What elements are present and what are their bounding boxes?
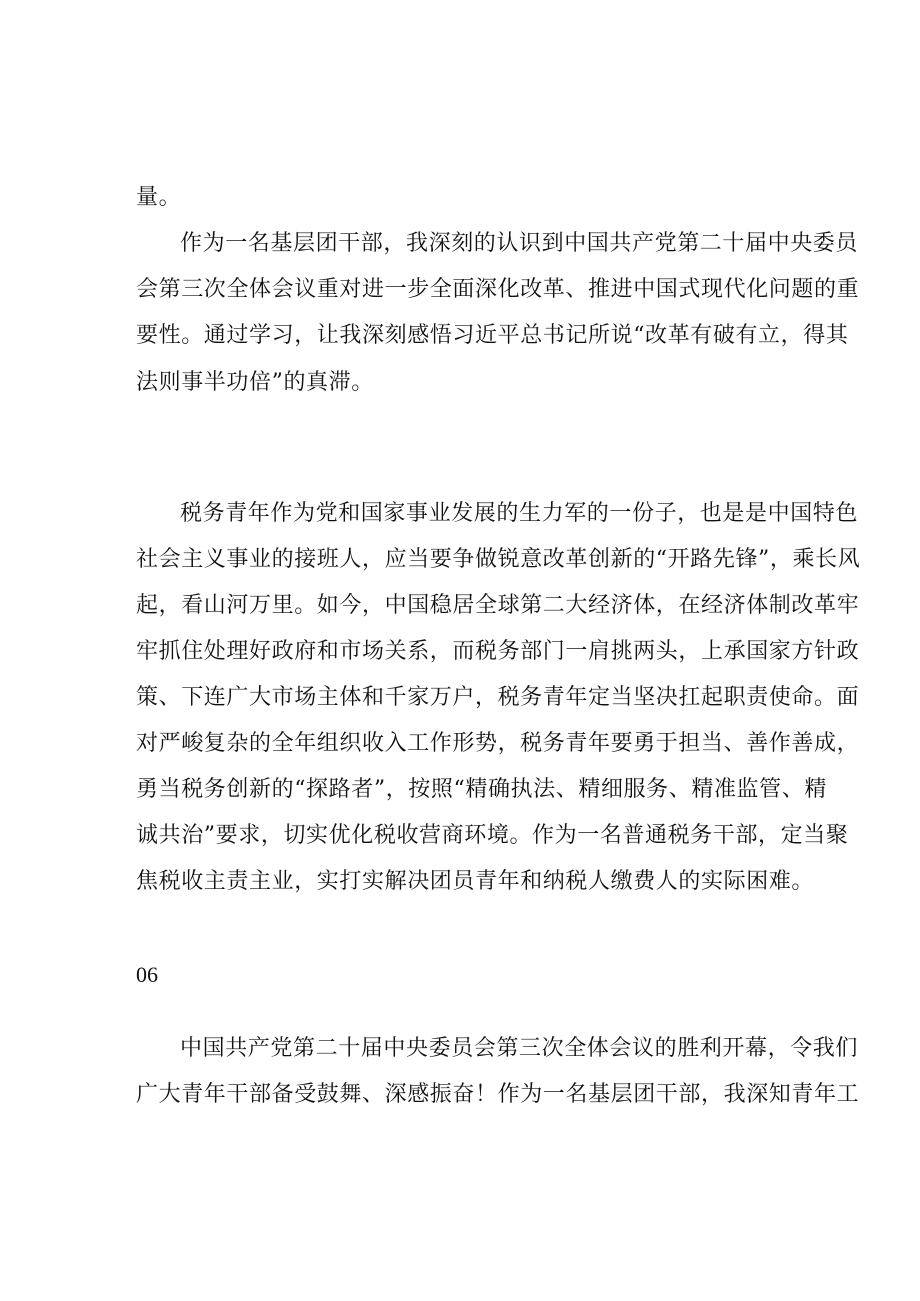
section-number: 06 [136,962,158,987]
text-line: 社会主义事业的接班人，应当要争做锐意改革创新的“开路先锋”，乘长风 [136,547,861,572]
text-line: 策、下连广大市场主体和千家万户，税务青年定当坚决扛起职责使命。面 [136,685,860,710]
text-line: 焦税收主责主业，实打实解决团员青年和纳税人缴费人的实际困难。 [136,869,815,894]
text-line: 要性。通过学习，让我深刻感悟习近平总书记所说“改革有破有立，得其 [136,323,849,348]
text-line: 牢抓住处理好政府和市场关系，而税务部门一肩挑两头，上承国家方针政 [136,639,860,664]
text-line: 起，看山河万里。如今，中国稳居全球第二大经济体，在经济体制改革牢 [136,593,860,618]
text-line: 量。 [136,185,182,210]
text-line: 作为一名基层团干部，我深刻的认识到中国共产党第二十届中央委员 [180,231,859,256]
text-line: 对严峻复杂的全年组织收入工作形势，税务青年要勇于担当、善作善成， [136,731,860,756]
text-line: 会第三次全体会议重对进一步全面深化改革、推进中国式现代化问题的重 [136,277,860,302]
text-line: 勇当税务创新的“探路者”，按照“精确执法、精细服务、精准监管、精 [136,777,827,802]
text-line: 法则事半功倍”的真滞。 [136,370,374,395]
text-line: 中国共产党第二十届中央委员会第三次全体会议的胜利开幕，令我们 [180,1036,859,1061]
text-line: 诚共治”要求，切实优化税收营商环境。作为一名普通税务干部，定当聚 [136,823,849,848]
text-line: 广大青年干部备受鼓舞、深感振奋！作为一名基层团干部，我深知青年工 [136,1082,860,1107]
text-line: 税务青年作为党和国家事业发展的生力军的一份子，也是是中国特色 [180,501,859,526]
